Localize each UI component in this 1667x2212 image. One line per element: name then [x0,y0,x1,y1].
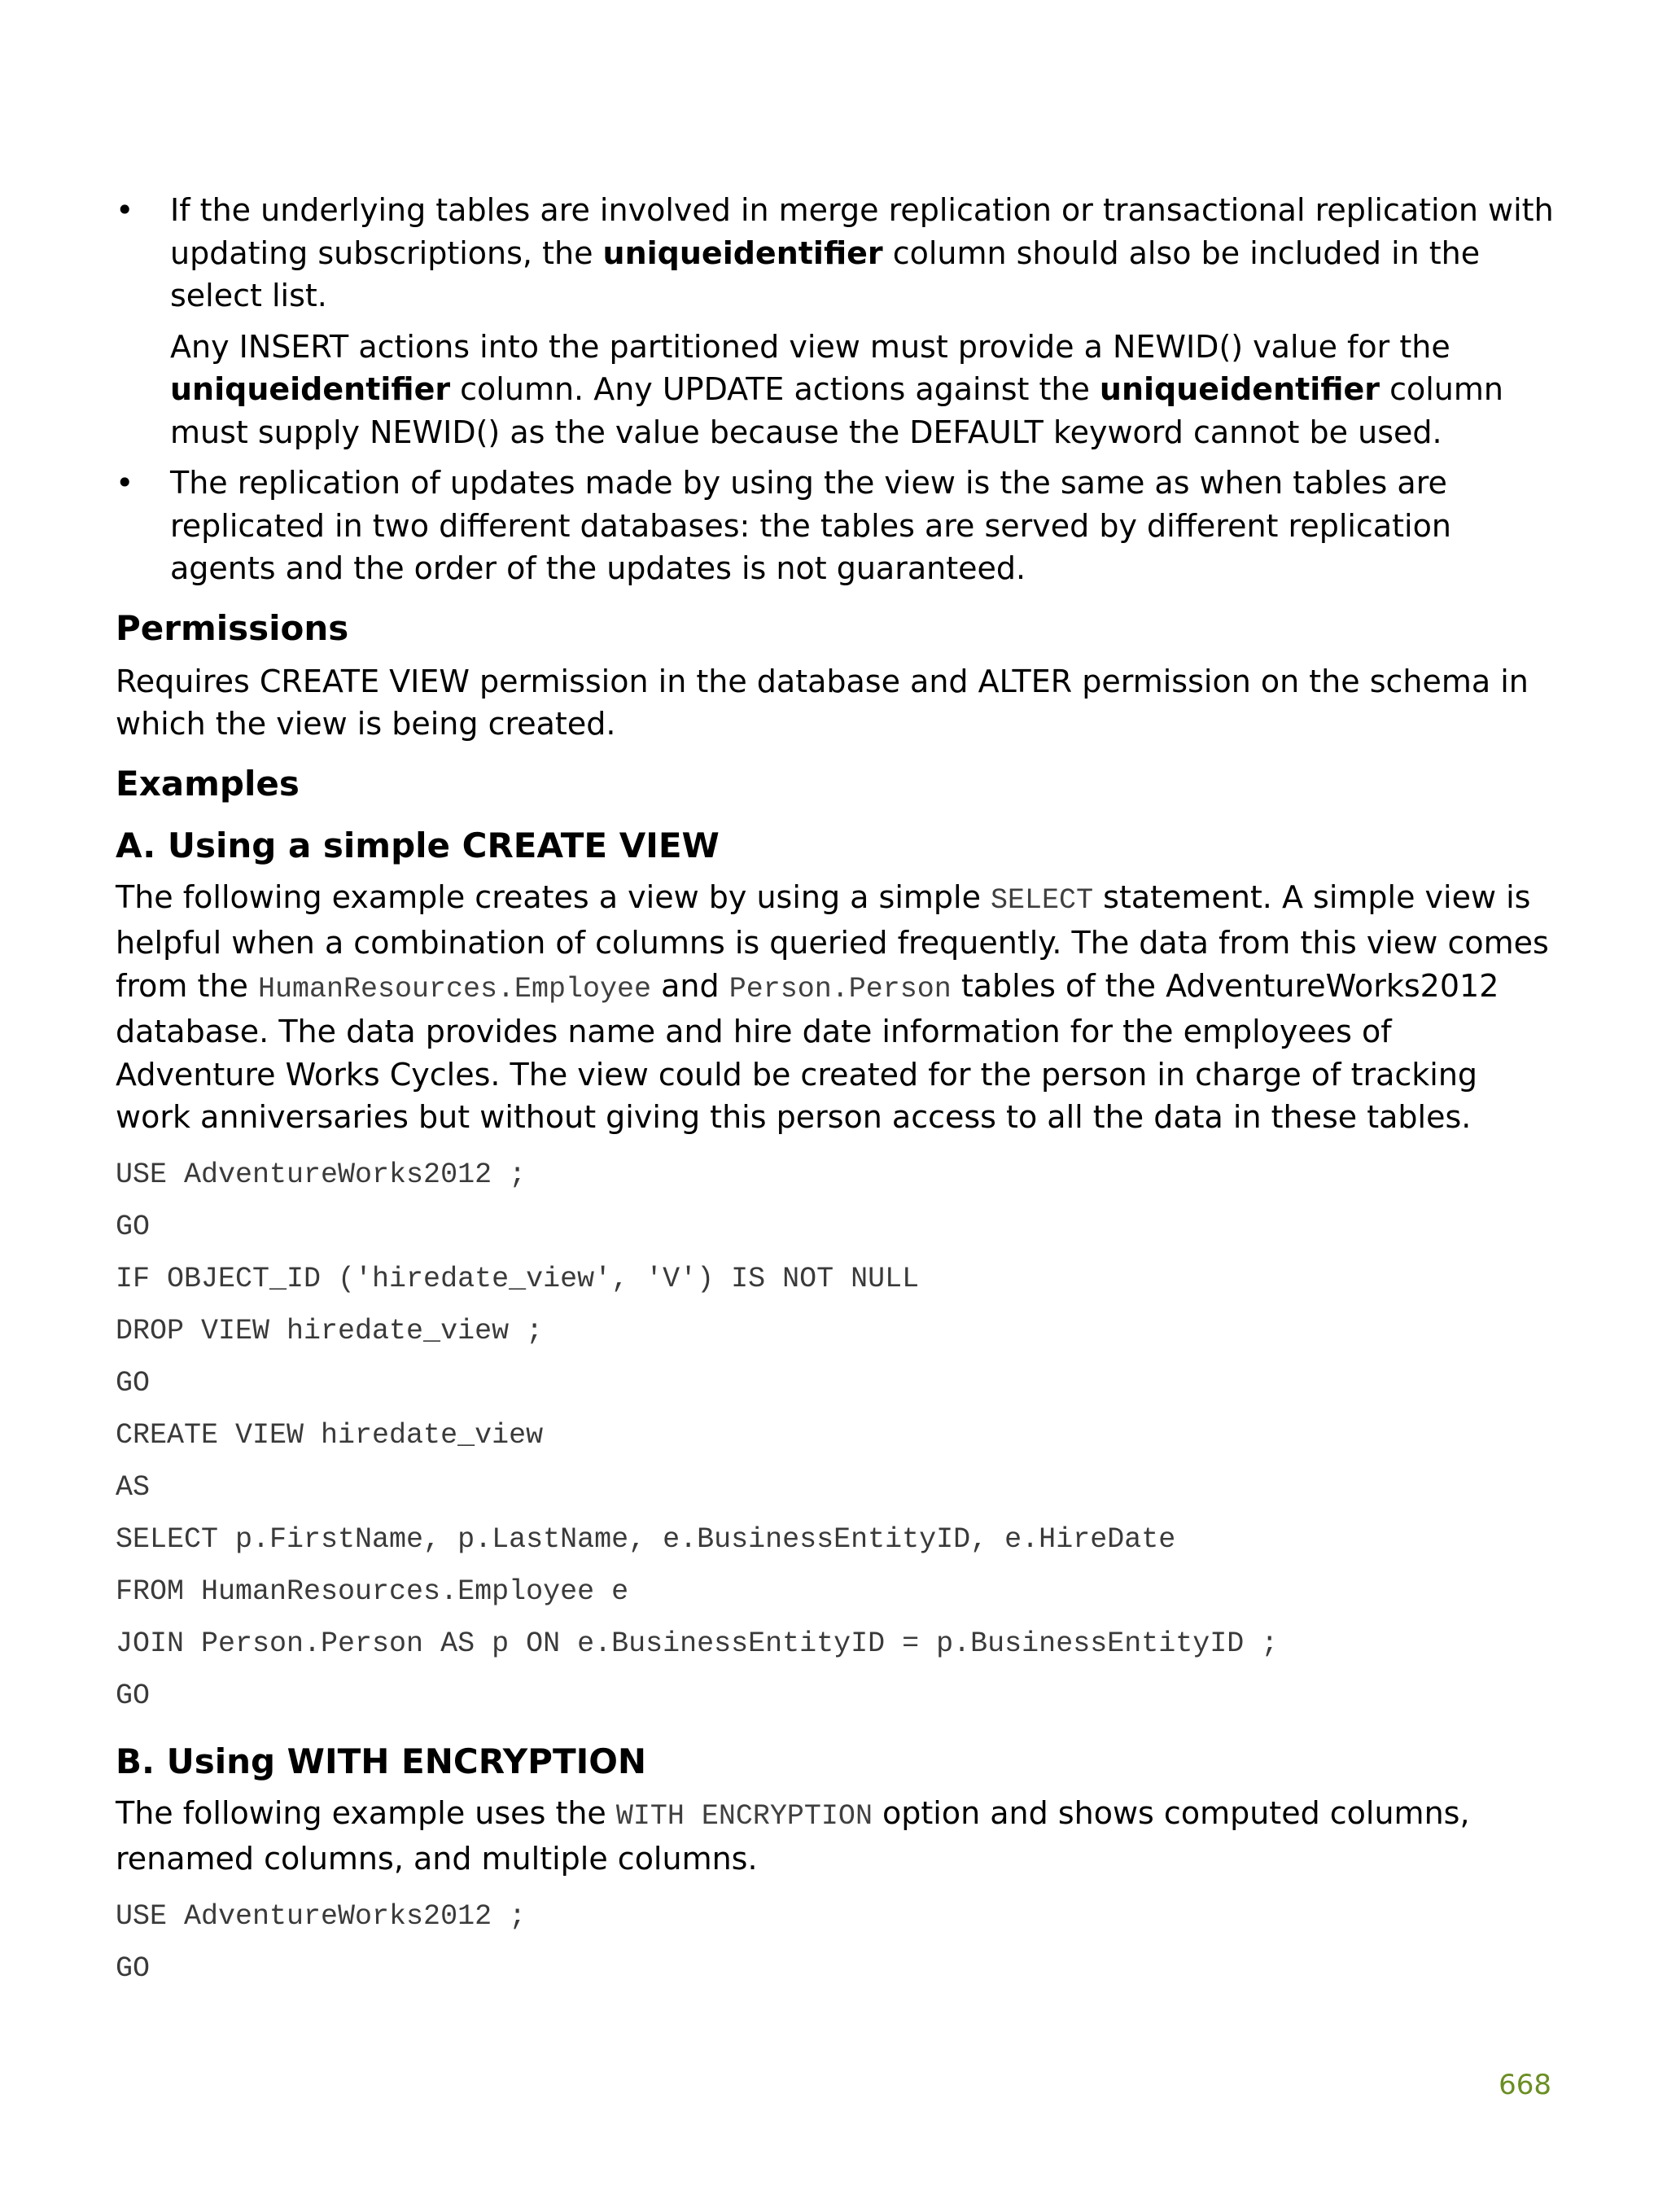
code-line: IF OBJECT_ID ('hiredate_view', 'V') IS NOT NULL [116,1262,920,1295]
examples-heading: Examples [116,763,300,804]
code-line: GO [116,1366,151,1399]
inline-code: WITH ENCRYPTION [615,1799,873,1833]
bullet-item-replication-updates [116,462,1556,590]
code-line: USE AdventureWorks2012 ; [116,1899,527,1933]
inline-code: Person.Person [728,972,952,1005]
code-line: USE AdventureWorks2012 ; [116,1158,527,1191]
permissions-heading: Permissions [116,607,349,648]
bullet-paragraph: The replication of updates made by using the view is the same as when tables are replicated in two different databases: the tables are served by different replication agents and the order of the updates is not guaranteed. [170,465,1451,586]
code-line: JOIN Person.Person AS p ON e.BusinessEntityID = p.BusinessEntityID ; [116,1627,1279,1660]
inline-code: SELECT [991,883,1094,917]
permissions-body: Requires CREATE VIEW permission in the database and ALTER permission on the schema in which the view is being created. [116,663,1529,742]
example-b-heading: B. Using WITH ENCRYPTION [116,1741,647,1781]
code-line: GO [116,1679,151,1712]
bullet-marker: • [116,192,134,228]
example-b-code-block [116,1890,1556,1995]
code-line: AS [116,1470,151,1504]
bullet-item-merge-replication [116,189,1556,453]
bullet-sub-paragraph: Any INSERT actions into the partitioned view must provide a NEWID() value for the uniqueidentifier column. Any UPDATE actions against the uniqueidentifier column must supply NEWID() as the value because the DEFAULT keyword cannot be used. [170,328,1503,450]
example-a-heading: A. Using a simple CREATE VIEW [116,825,720,865]
bullet-marker: • [116,465,134,501]
code-line: GO [116,1210,151,1243]
code-line: GO [116,1951,151,1985]
code-line: DROP VIEW hiredate_view ; [116,1314,544,1347]
example-a-description: The following example creates a view by using a simple SELECT statement. A simple view is helpful when a combination of columns is queried frequently. The data from this view comes from the HumanResources.Employee and Person.Person tables of the AdventureWorks2012 database. The data provides name and hire date information for the employees of Adventure Works Cycles. The view could be created for the person in charge of tracking work anniversaries but without giving this person access to all the data in these tables. [116,878,1549,1135]
code-line: CREATE VIEW hiredate_view [116,1418,544,1452]
page-number: 668 [1499,2069,1551,2101]
inline-code: HumanResources.Employee [257,972,652,1005]
example-a-code-block [116,1149,1556,1722]
code-line: SELECT p.FirstName, p.LastName, e.BusinessEntityID, e.HireDate [116,1522,1176,1556]
code-line: FROM HumanResources.Employee e [116,1575,629,1608]
example-b-description: The following example uses the WITH ENCRYPTION option and shows computed columns, renamed columns, and multiple columns. [116,1794,1470,1877]
bullet-paragraph: If the underlying tables are involved in merge replication or transactional replication with updating subscriptions, the uniqueidentifier column should also be included in the select list. [170,192,1554,313]
document-page [116,189,1556,2001]
